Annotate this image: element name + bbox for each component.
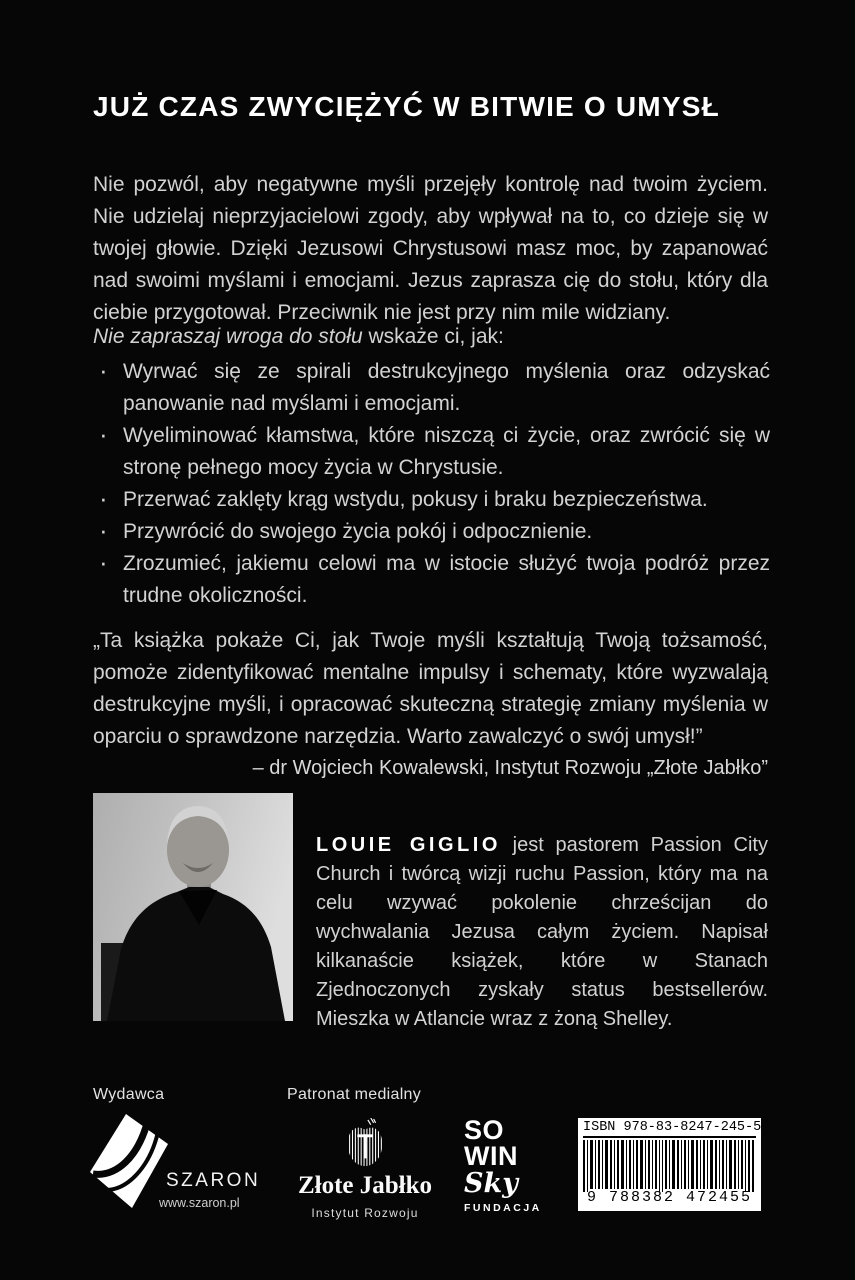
barcode-digits: 9 788382 472455 [583,1189,756,1206]
sowinsky-line-fundacja: FUNDACJA [464,1202,542,1214]
intro-paragraph: Nie pozwól, aby negatywne myśli przejęły kontrolę nad twoim życiem. Nie udzielaj nieprzyjacielowi zgody, aby wpływał na to, co dzieje się w twojej głowie. Dzięki Jezusowi Chrystusowi masz moc, by zapanować nad swoimi myślami i emocjami. Jezus zaprasza cię do stołu, który dla ciebie przygotował. Przeciwnik nie jest przy nim mile widziany. [93,173,768,324]
author-bio [316,831,768,1034]
bullet-item: · Wyrwać się ze spirali destrukcyjnego myślenia oraz odzyskać panowanie nad myślami i emocjami. [93,356,770,420]
book-title-italic: Nie zapraszaj wroga do stołu [93,325,363,348]
author-bio-text: jest pastorem Passion City Church i twórcą wizji ruchu Passion, który ma na celu wzywać pokolenie chrześcijan do wychwalania Jezusa całym życiem. Napisał kilkanaście książek, które w Stanach Zjednoczonych zyskały status bestsellerów. Mieszka w Atlancie wraz z żoną Shelley. [316,834,768,1030]
publisher-label: Wydawca [93,1086,165,1103]
bullet-item: · Wyeliminować kłamstwa, które niszczą ci życie, oraz zwrócić się w stronę pełnego mocy życia w Chrystusie. [93,420,770,484]
szaron-name: SZARON [166,1170,261,1191]
zlote-jablko-name: Złote Jabłko [297,1172,433,1199]
quote-attribution: – dr Wojciech Kowalewski, Instytut Rozwoju „Złote Jabłko” [252,757,768,779]
bullet-list [93,356,770,612]
szaron-diamond-icon [90,1114,168,1208]
page-title: JUŻ CZAS ZWYCIĘŻYĆ W BITWIE O UMYSŁ [93,90,720,122]
author-portrait-illustration [93,793,293,1021]
isbn-barcode [578,1118,761,1211]
endorsement-quote: „Ta książka pokaże Ci, jak Twoje myśli kształtują Twoją tożsamość, pomoże zidentyfikować mentalne impulsy i schematy, które wyzwalają destrukcyjne myśli, i opracować skuteczną strategię zmiany myślenia w oparciu o sprawdzone narzędzia. Warto zawalczyć o swój umysł!” [93,629,768,748]
sowinsky-line-so: SO [464,1115,505,1145]
bullet-item: · Przywrócić do swojego życia pokój i odpocznienie. [93,516,770,548]
bullet-item: · Zrozumieć, jakiemu celowi ma w istocie służyć twoja podróż przez trudne okoliczności. [93,548,770,612]
zlote-jablko-logo [283,1118,447,1220]
author-name: LOUIE GIGLIO [316,834,501,856]
lead-in-rest: wskaże ci, jak: [362,325,504,348]
bullet-item: · Przerwać zaklęty krąg wstydu, pokusy i braku bezpieczeństwa. [93,484,770,516]
lead-in-line [93,325,768,349]
szaron-logo [90,1112,261,1222]
barcode-bars [583,1140,754,1192]
sowinsky-logo [464,1117,574,1214]
sowinsky-line-sky: Sky [464,1168,518,1199]
zlote-jablko-subtitle: Instytut Rozwoju [311,1206,419,1220]
patronage-label: Patronat medialny [287,1086,422,1103]
isbn-number: ISBN 978-83-8247-245-5 [583,1120,756,1138]
sowinsky-line-win: WIN [464,1141,518,1171]
striped-apple-icon [345,1118,385,1168]
szaron-url: www.szaron.pl [159,1196,240,1210]
author-photo [93,793,293,1021]
